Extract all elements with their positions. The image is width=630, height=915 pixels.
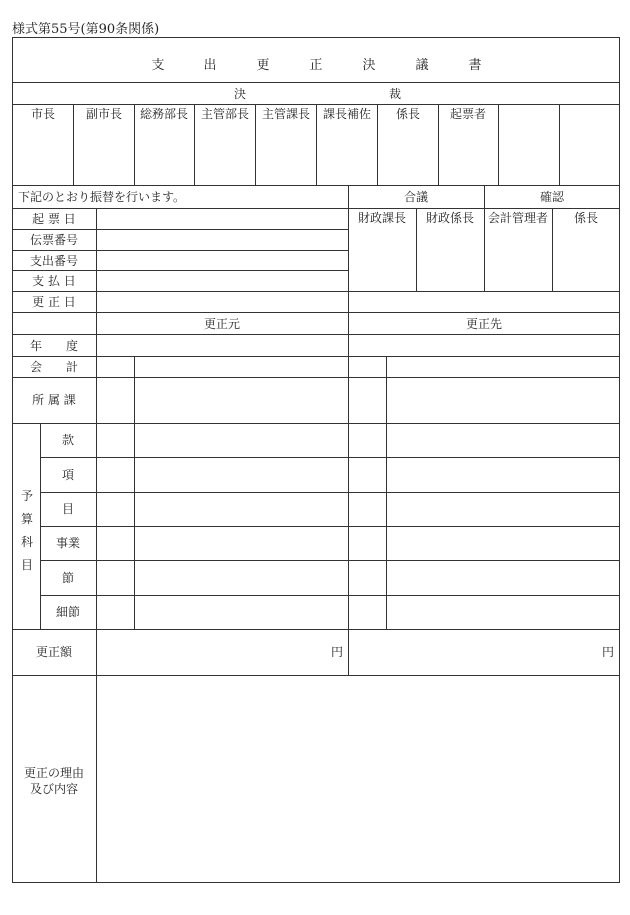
field-label-correction-date: 更 正 日 xyxy=(32,295,76,309)
kessai-left-char: 決 xyxy=(233,87,247,101)
correction-amount-label: 更正額 xyxy=(35,645,73,659)
yen-unit-source: 円 xyxy=(331,645,344,659)
title-char: 更 xyxy=(256,58,270,73)
field-label-draft-date: 起 票 日 xyxy=(32,212,76,226)
row-label-account: 会 計 xyxy=(29,360,79,374)
approver-drafter: 起票者 xyxy=(449,107,487,121)
approver-subsection-chief: 係長 xyxy=(395,107,421,121)
budget-category-char: 予 xyxy=(20,489,34,503)
role-chief: 係長 xyxy=(573,211,599,225)
column-header-destination: 更正先 xyxy=(465,317,503,331)
title-char: 出 xyxy=(203,58,217,73)
budget-category-char: 目 xyxy=(20,558,34,572)
budget-item-moku: 目 xyxy=(61,502,75,516)
row-label-department: 所 属 課 xyxy=(32,393,76,407)
form-number-label: 様式第55号(第90条関係) xyxy=(12,22,160,37)
approver-section-chief: 主管課長 xyxy=(261,107,311,121)
reason-label-line1: 更正の理由 xyxy=(23,766,85,780)
budget-category-char: 科 xyxy=(20,535,34,549)
budget-item-jigyo: 事業 xyxy=(55,536,81,550)
approver-vice-mayor: 副市長 xyxy=(85,107,123,121)
yen-unit-destination: 円 xyxy=(602,645,615,659)
budget-item-kan: 款 xyxy=(61,433,75,447)
role-finance-chief: 財政係長 xyxy=(425,211,475,225)
reason-label-line2: 及び内容 xyxy=(29,782,79,796)
title-char: 決 xyxy=(362,58,376,73)
approver-deputy-chief: 課長補佐 xyxy=(322,107,372,121)
approver-mayor: 市長 xyxy=(30,107,56,121)
row-label-fiscal-year: 年 度 xyxy=(29,339,79,353)
title-char: 議 xyxy=(415,58,429,73)
field-label-payment-date: 支 払 日 xyxy=(32,274,76,288)
budget-item-kou: 項 xyxy=(61,468,75,482)
approver-dept-director: 主管部長 xyxy=(200,107,250,121)
role-finance-director: 財政課長 xyxy=(357,211,407,225)
budget-item-setsu: 節 xyxy=(61,571,75,585)
field-label-expenditure-number: 支出番号 xyxy=(29,254,79,268)
title-char: 正 xyxy=(309,58,323,73)
column-header-source: 更正元 xyxy=(203,317,241,331)
kakunin-header: 確認 xyxy=(539,190,565,204)
transfer-note: 下記のとおり振替を行います。 xyxy=(18,190,186,204)
title-char: 書 xyxy=(468,58,482,73)
kessai-right-char: 裁 xyxy=(388,87,402,101)
role-accounting-manager: 会計管理者 xyxy=(487,211,549,225)
gougi-header: 合議 xyxy=(403,190,429,204)
title-char: 支 xyxy=(151,58,165,73)
budget-category-char: 算 xyxy=(20,512,34,526)
approver-general-affairs-director: 総務部長 xyxy=(139,107,189,121)
budget-item-saisetsu: 細節 xyxy=(55,605,81,619)
field-label-slip-number: 伝票番号 xyxy=(29,233,79,247)
